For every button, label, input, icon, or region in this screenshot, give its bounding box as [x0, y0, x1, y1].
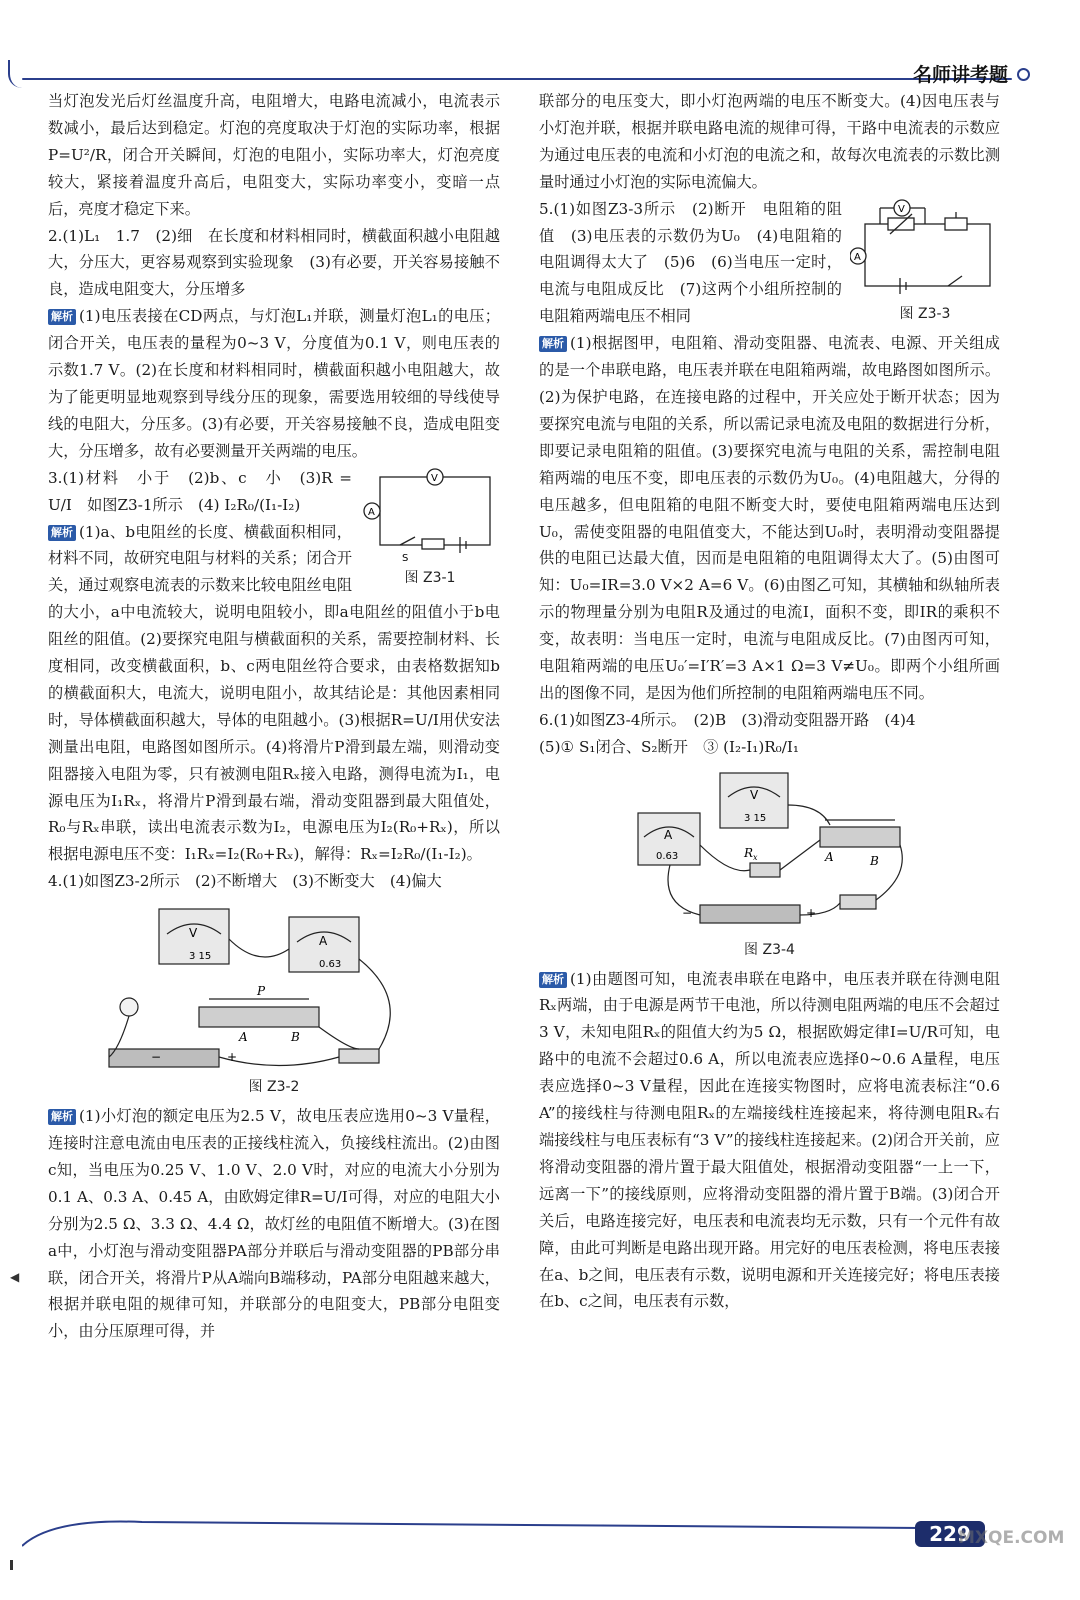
q5-analysis: (1)根据图甲，电阻箱、滑动变阻器、电流表、电源、开关组成的是一个串联电路，电压表并联在电阻箱两端，故电路图如图所示。(2)为保护电路，在连接电路的过程中，开关应处于断开状态；因为要探究电流与电阻的关系，所以需记录电流及电阻的数据进行分析，即要记录电阻箱的阻值。(3)要探究电流与电阻的关系，需控制电阻箱两端的电压不变，即电压表的示数仍为U₀。(4)电阻越大，分得的电压越多，但电阻箱的电阻不断变大时，要使电阻箱两端电压达到U₀，需使变阻器的电阻值变大，不能达到U₀时，表明滑动变阻器提供的电阻已达最大值，因而是电阻箱的电阻调得太大了。(5)由图可知：U₀=IR=3.0 V×2 A=6 V。(6)由图乙可知，其横轴和纵轴所表示的物理量分别为电阻R及通过的电流I，面积不变，即IR的乘积不变，故表明：当电压一定时，电流与电阻成反比。(7)由图丙可知，电阻箱两端的电压U₀′=I′R′=3 A×1 Ω=3 V≠U₀。即两个小组所画出的图像不同，是因为他们所控制的电阻箱两端电压不同。	[539, 334, 1000, 702]
figure-z3-3	[850, 196, 1000, 328]
svg-text:V: V	[431, 472, 438, 484]
figure-z3-4	[539, 765, 1000, 964]
svg-text:3 15: 3 15	[743, 812, 766, 824]
svg-text:V: V	[189, 926, 198, 941]
circuit-diagram-icon	[360, 465, 500, 565]
q3-answer: 3.(1)材料 小于 (2)b、c 小 (3)R = U/I 如图Z3-1所示 (4) I₂R₀/(I₁-I₂)	[48, 468, 352, 514]
svg-text:0.63: 0.63	[655, 850, 678, 862]
q4-answer: 4.(1)如图Z3-2所示 (2)不断增大 (3)不断变大 (4)偏大	[48, 872, 442, 891]
analysis-tag: 解析	[539, 972, 567, 988]
svg-text:S: S	[402, 552, 409, 564]
svg-text:A: A	[239, 1030, 248, 1045]
q2-answer: 2.(1)L₁ 1.7 (2)细 在长度和材料相同时，横截面积越小电阻越大，分压大，更容易观察到实验现象 (3)有必要，开关容易接触不良，造成电阻变大，分压增多	[48, 226, 500, 299]
circuit-diagram-icon	[850, 196, 1000, 301]
figure-z3-1	[360, 465, 500, 592]
figure-caption: 图 Z3-4	[744, 941, 795, 958]
header-curl	[8, 60, 28, 88]
q4-analysis: (1)小灯泡的额定电压为2.5 V，故电压表应选用0~3 V量程，连接时注意电流由电压表的正接线柱流入，负接线柱流出。(2)由图c知，当电压为0.25 V、1.0 V、2.0 V时，对应的电流大小分别为0.1 A、0.3 A、0.45 A，由欧姆定律R=U/I可得，对应的电阻大小分别为2.5 Ω、3.3 Ω、4.4 Ω，故灯丝的电阻值不断增大。(3)在图a中，小灯泡与滑动变阻器PA部分并联后与滑动变阻器的PB部分串联，闭合开关，将滑片P从A端向B端移动，PA部分电阻越来越大，根据并联电阻的规律可知，并联部分的电阻变大，PB部分电阻变小，由分压原理可得，并	[48, 1107, 500, 1341]
q2-analysis: (1)电压表接在CD两点，与灯泡L₁并联，测量灯泡L₁的电压；闭合开关，电压表的量程为0~3 V，分度值为0.1 V，则电压表的示数1.7 V。(2)在长度和材料相同时，横截面积越小电阻越大，故为了能更明显地观察到导线分压的现象，需要选用较细的导线使导线的电阻大，分压多。(3)有必要，开关容易接触不良，造成电阻变大，分压增多，故有必要测量开关两端的电压。	[48, 307, 500, 460]
svg-text:3 15: 3 15	[189, 951, 212, 963]
svg-text:0.63: 0.63	[319, 959, 342, 971]
svg-text:A: A	[854, 251, 861, 263]
figure-caption: 图 Z3-2	[248, 1079, 300, 1096]
svg-text:+: +	[805, 905, 816, 920]
right-column	[539, 88, 1000, 1315]
header-dot-icon	[1017, 68, 1030, 81]
q6-answer-part2: (5)① S₁闭合、S₂断开 ③ (I₂-I₁)R₀/I₁	[539, 737, 799, 756]
margin-arrow-icon: ◀	[10, 1270, 20, 1284]
svg-text:P: P	[257, 984, 266, 999]
q3-analysis: (1)a、b电阻丝的长度、横截面积相同，材料不同，故研究电阻与材料的关系；闭合开关，通过观察电流表的示数来比较电阻丝电阻的大小，a中电流较大，说明电阻较小，即a电阻丝的阻值小于b电阻丝的阻值。(2)要探究电阻与横截面积的关系，需要控制材料、长度相同，改变横截面积，b、c两电阻丝符合要求，由表格数据知b的横截面积大，电流大，说明电阻小，故其结论是：其他因素相同时，导体横截面积越大，导体的电阻越小。(3)根据R=U/I用伏安法测量出电阻，电路图如图所示。(4)将滑片P滑到最左端，则滑动变阻器接入电阻为零，只有被测电阻Rₓ接入电路，测得电流为I₁，电源电压为I₁Rₓ，将滑片P滑到最右端，滑动变阻器到最大阻值处，R₀与Rₓ串联，读出电流表示数为I₂，电源电压为I₂(R₀+Rₓ)，所以根据电源电压不变：I₁Rₓ=I₂(R₀+Rₓ)，解得：Rₓ=I₂R₀/(I₁-I₂)。	[48, 522, 500, 864]
svg-text:A: A	[368, 506, 375, 518]
svg-text:B: B	[869, 853, 879, 868]
svg-text:−: −	[151, 1050, 162, 1065]
header-title: 名师讲考题	[912, 64, 1008, 86]
svg-text:V: V	[898, 203, 905, 215]
q6-answer: 6.(1)如图Z3-4所示。 (2)B (3)滑动变阻器开路 (4)4	[539, 710, 916, 729]
watermark: MXQE.COM	[958, 1528, 1065, 1548]
svg-text:B: B	[291, 1030, 300, 1045]
q6-analysis: (1)由题图可知，电流表串联在电路中，电压表并联在待测电阻Rₓ两端，由于电源是两节干电池，所以待测电阻两端的电压不会超过3 V，未知电阻Rₓ的阻值大约为5 Ω，根据欧姆定律I=U/R可知，电路中的电流不会超过0.6 A，所以电流表应选择0~0.6 A量程，电压表应选择0~3 V量程，因此在连接实物图时，应将电流表标注“0.6 A”的接线柱与待测电阻Rₓ的左端接线柱连接起来，将待测电阻Rₓ右端接线柱与电压表标有“3 V”的接线柱连接起来。(2)闭合开关前，应将滑动变阻器的滑片置于最大阻值处，根据滑动变阻器“一上一下，远离一下”的接线原则，应将滑动变阻器的滑片置于B端。(3)闭合开关后，电路连接完好，电压表和电流表均无示数，只有一个元件有故障，由此可判断是电路出现开路。用完好的电压表检测，将电压表接在a、b之间，电压表有示数，说明电源和开关连接完好；将电压表接在b、c之间，电压表有示数，	[539, 969, 1000, 1311]
right-paragraph-1: 联部分的电压变大，即小灯泡两端的电压不断变大。(4)因电压表与小灯泡并联，根据并联电路电流的规律可得，干路中电流表的示数应为通过电压表的电流和小灯泡的电流之和，故每次电流表的示数比测量时通过小灯泡的实际电流偏大。	[539, 92, 1000, 191]
q5-answer: 5.(1)如图Z3-3所示 (2)断开 电阻箱的阻值 (3)电压表的示数仍为U₀ (4)电阻箱的电阻调得太大了 (5)6 (6)当电压一定时，电流与电阻成反比 (7)这两个小组所控制的电阻箱两端电压不相同	[539, 199, 842, 326]
footer-swoosh	[22, 1508, 922, 1548]
analysis-tag: 解析	[539, 336, 567, 352]
analysis-tag: 解析	[48, 309, 76, 325]
figure-z3-2	[48, 899, 500, 1101]
figure-caption: 图 Z3-1	[404, 569, 456, 586]
svg-text:A: A	[319, 934, 328, 949]
svg-text:V: V	[749, 787, 758, 802]
page-number: 229	[915, 1521, 985, 1547]
header-rule	[22, 78, 1012, 80]
apparatus-photo-icon	[89, 899, 459, 1074]
analysis-tag: 解析	[48, 525, 76, 541]
q4-analysis-para	[48, 1103, 500, 1345]
svg-text:Rx: $R_x$	[743, 845, 758, 862]
q6-analysis-para	[539, 966, 1000, 1316]
q2-analysis-para	[48, 303, 500, 464]
svg-text:A: A	[824, 849, 834, 864]
apparatus-photo-icon	[620, 765, 920, 937]
svg-text:+: +	[227, 1050, 238, 1065]
figure-caption: 图 Z3-3	[899, 305, 951, 322]
svg-text:−: −	[681, 905, 692, 920]
analysis-tag: 解析	[48, 1109, 76, 1125]
left-column	[48, 88, 500, 1345]
margin-mark	[10, 1560, 13, 1570]
left-paragraph-1: 当灯泡发光后灯丝温度升高，电阻增大，电路电流减小，电流表示数减小，最后达到稳定。灯泡的亮度取决于灯泡的实际功率，根据P=U²/R，闭合开关瞬间，灯泡的电阻小，实际功率大，灯泡亮度较大，紧接着温度升高后，电阻变大，实际功率变小，变暗一点后，亮度才稳定下来。	[48, 92, 500, 218]
svg-text:A: A	[663, 827, 672, 842]
q5-analysis-para	[539, 330, 1000, 707]
